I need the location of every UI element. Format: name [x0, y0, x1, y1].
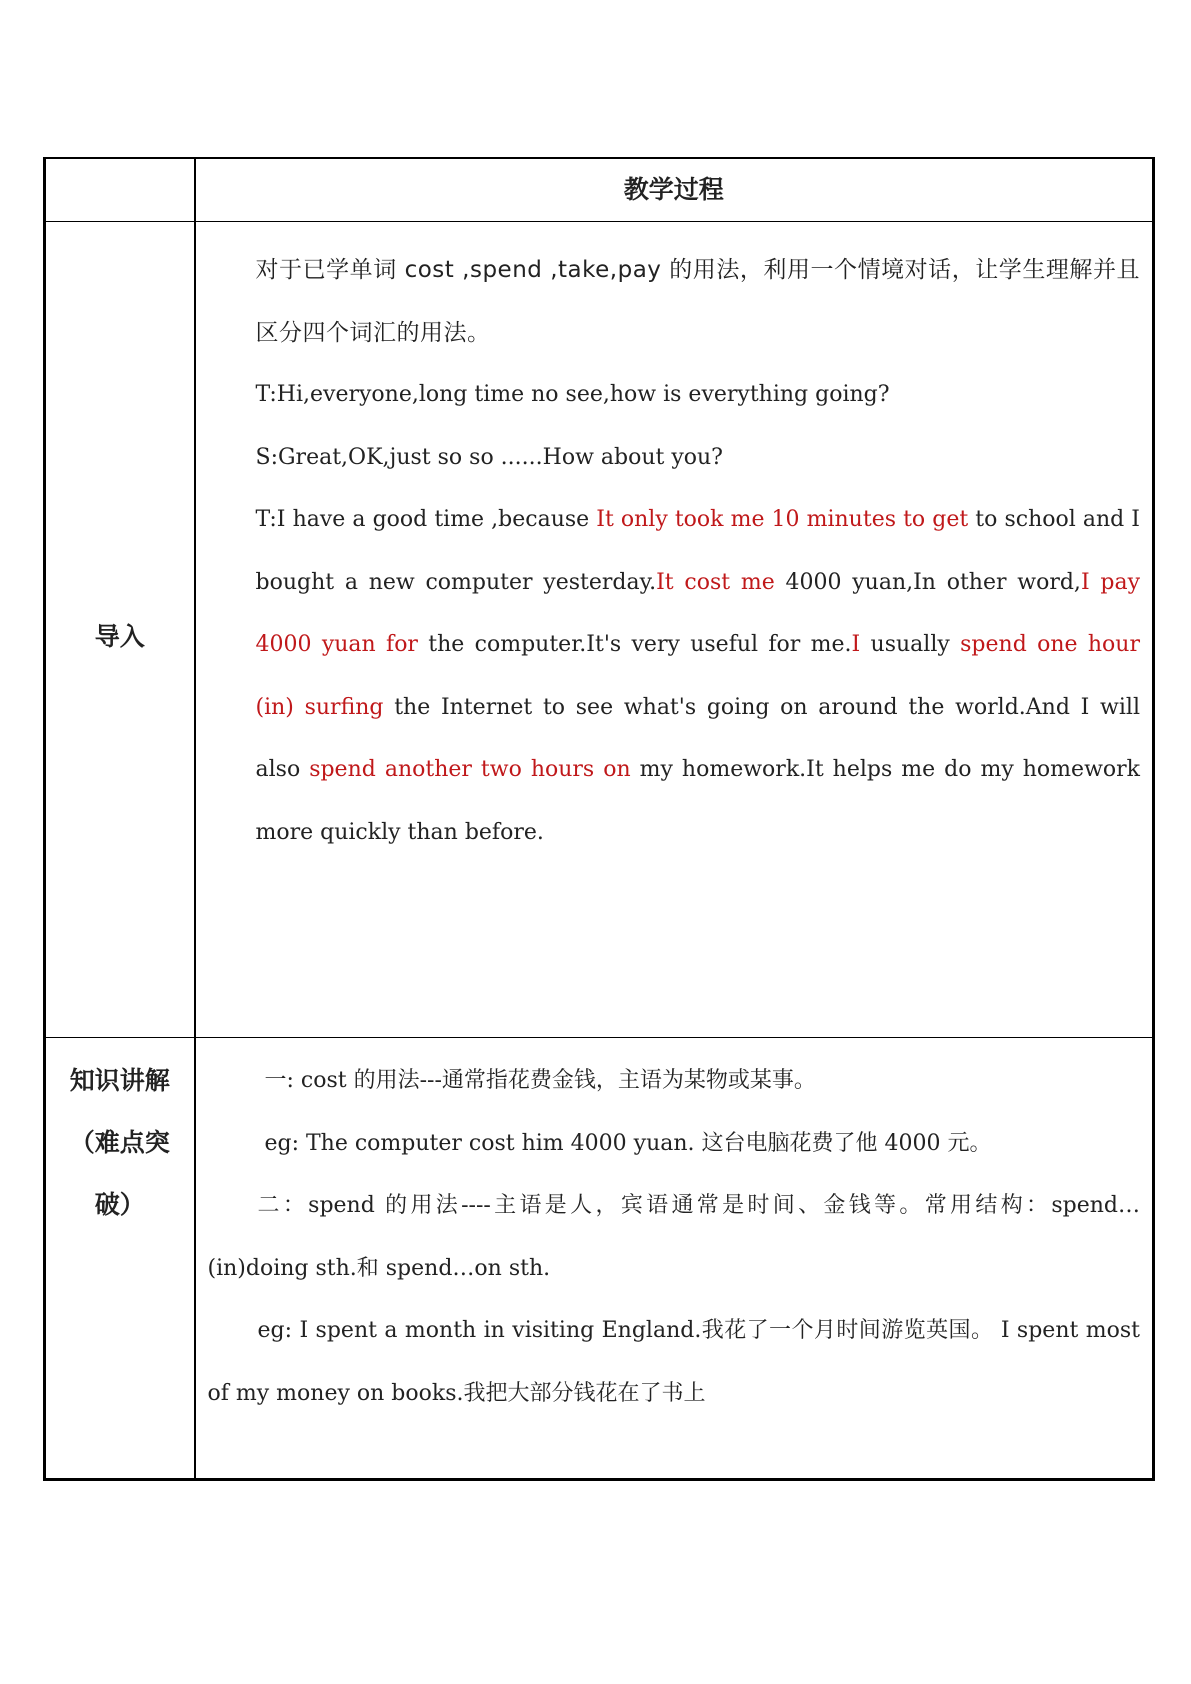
intro-label: 导入 [94, 622, 145, 651]
highlight-pay: I pay 4000 yuan for [255, 569, 1141, 657]
spend-example: eg: I spent a month in visiting England.我花了一个月时间游览英国。 I spent most of my money on books.我把大部分钱花在了书上 [207, 1318, 1140, 1406]
highlight-subject: I [851, 632, 861, 657]
highlight-spend-hour: spend one hour (in) surfing [255, 632, 1140, 720]
story-text: to school and I bought a new computer yesterday. [255, 507, 1140, 595]
header-row [45, 158, 1154, 222]
header-empty-cell [45, 158, 195, 222]
dialogue-teacher-story [256, 489, 1141, 864]
knowledge-label-cell [45, 1038, 195, 1480]
intro-row [45, 222, 1154, 1038]
knowledge-label-line: （难点突 [69, 1128, 170, 1157]
knowledge-content-cell [195, 1038, 1154, 1480]
dialogue-student-reply: S:Great,OK,just so so ......How about you? [255, 444, 723, 470]
cost-example: eg: The computer cost him 4000 yuan. 这台电脑花费了他 4000 元。 [264, 1130, 992, 1156]
spend-usage: 二：spend 的用法----主语是人，宾语通常是时间、金钱等。常用结构：spend…(in)doing sth.和 spend…on sth. [207, 1193, 1140, 1281]
dialogue-teacher-greeting: T:Hi,everyone,long time no see,how is everything going? [255, 382, 890, 407]
story-text: my homework.It helps me do my homework more quickly than before. [255, 757, 1140, 845]
highlight-spend-hours: spend another two hours on [309, 757, 631, 782]
story-text: T:I have a good time ,because [255, 507, 597, 532]
lesson-plan-table [43, 157, 1155, 1481]
knowledge-row [45, 1038, 1154, 1480]
story-text: 4000 yuan,In other word, [774, 569, 1081, 595]
story-text: usually [860, 632, 961, 657]
knowledge-label-line: 破） [94, 1190, 145, 1219]
story-text: the computer.It's very useful for me. [417, 632, 852, 657]
intro-content-cell [195, 222, 1154, 1038]
header-title-cell [195, 158, 1154, 222]
highlight-took: It only took me 10 minutes to get [596, 507, 969, 532]
intro-label-cell [45, 222, 195, 1038]
story-text: the Internet to see what's going on around the world.And I will also [255, 694, 1140, 782]
section-title: 教学过程 [623, 175, 724, 204]
intro-description: 对于已学单词 cost ,spend ,take,pay 的用法，利用一个情境对话，让学生理解并且区分四个词汇的用法。 [255, 257, 1140, 346]
highlight-cost: It cost me [656, 569, 775, 595]
knowledge-label-line: 知识讲解 [69, 1066, 170, 1095]
cost-usage: 一: cost 的用法---通常指花费金钱，主语为某物或某事。 [264, 1068, 816, 1093]
